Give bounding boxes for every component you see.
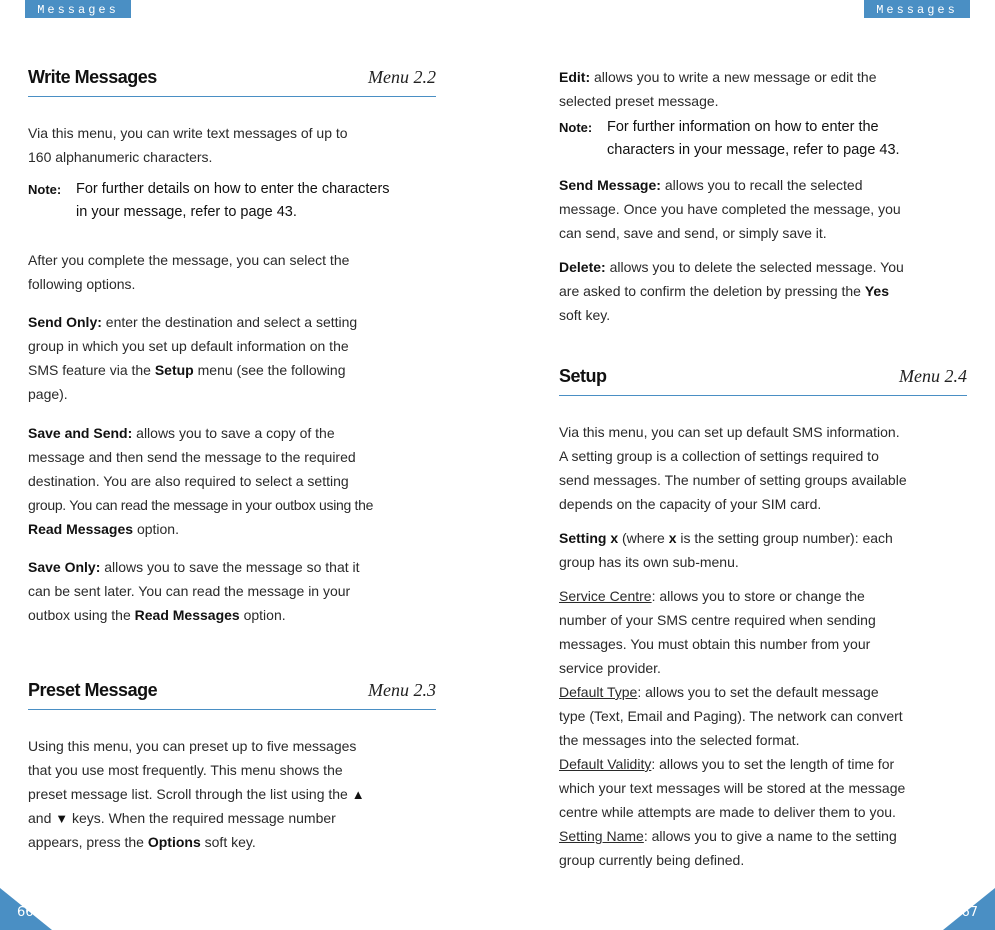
write-messages-heading (28, 64, 436, 97)
header-tab-right: Messages (864, 0, 970, 18)
edit-option: Edit: allows you to write a new message or edit the selected preset message. (559, 69, 877, 109)
default-validity-term: Default Validity (559, 756, 652, 772)
section-title: Write Messages (28, 67, 157, 87)
menu-number: Menu 2.4 (899, 366, 967, 386)
section-title: Preset Message (28, 680, 158, 700)
save-and-send-option: Save and Send: allows you to save a copy of the message and then send the message to the required destination. You are also required to select a setting group. You can read the message in your outbox using the Read Messages option. (28, 425, 374, 537)
page-number-right: 67 (961, 905, 978, 920)
setup-intro: Via this menu, you can set up default SMS information. A setting group is a collection of settings required to send messages. The number of setting groups available depends on the capacity of your SIM card. (559, 424, 907, 512)
setting-submenu-list: Service Centre: allows you to store or change the number of your SMS centre required when sending messages. You must obtain this number from your service provider. Default Type: allows you to set the default message type (Text, Email and Paging). The network can convert the messages into the selected format. Default Validity: allows you to set the length of time for which your text messages will be stored at the message centre while attempts are made to deliver them to you. Setting Name: allows you to give a name to the setting group currently being defined. (559, 588, 906, 868)
setting-name-term: Setting Name (559, 828, 644, 844)
up-arrow-icon: ▲ (351, 787, 365, 802)
service-centre-term: Service Centre (559, 588, 652, 604)
note-label: Note: (28, 182, 62, 197)
write-after: After you complete the message, you can select the following options. (28, 252, 350, 292)
save-only-option: Save Only: allows you to save the message so that it can be sent later. You can read the message in your outbox using the Read Messages option. (28, 559, 360, 623)
setting-x-option: Setting x (where x is the setting group number): each group has its own sub-menu. (559, 530, 893, 570)
preset-message-heading (28, 677, 436, 710)
page-number-left: 66 (17, 905, 34, 920)
write-note: Note: For further details on how to enter the characters in your message, refer to page 43. (28, 178, 438, 224)
header-tab-left: Messages (25, 0, 131, 18)
default-type-term: Default Type (559, 684, 638, 700)
preset-description: Using this menu, you can preset up to five messages that you use most frequently. This menu shows the preset message list. Scroll through the list using the ▲ and ▼ keys. When the required message number appears, press the Options soft key. (28, 738, 365, 850)
edit-note: Note: For further information on how to enter the characters in your message, refer to page 43. (559, 116, 969, 162)
down-arrow-icon: ▼ (55, 811, 69, 826)
menu-number: Menu 2.2 (368, 67, 436, 87)
note-label: Note: (559, 120, 593, 135)
send-message-option: Send Message: allows you to recall the selected message. Once you have completed the message, you can send, save and send, or simply save it. (559, 177, 901, 241)
section-title: Setup (559, 366, 607, 386)
menu-number: Menu 2.3 (368, 680, 436, 700)
delete-option: Delete: allows you to delete the selected message. You are asked to confirm the deletion by pressing the Yes soft key. (559, 259, 904, 323)
send-only-option: Send Only: enter the destination and select a setting group in which you set up default information on the SMS feature via the Setup menu (see the following page). (28, 314, 358, 402)
write-intro: Via this menu, you can write text messages of up to 160 alphanumeric characters. (28, 125, 348, 165)
setup-heading (559, 363, 967, 396)
